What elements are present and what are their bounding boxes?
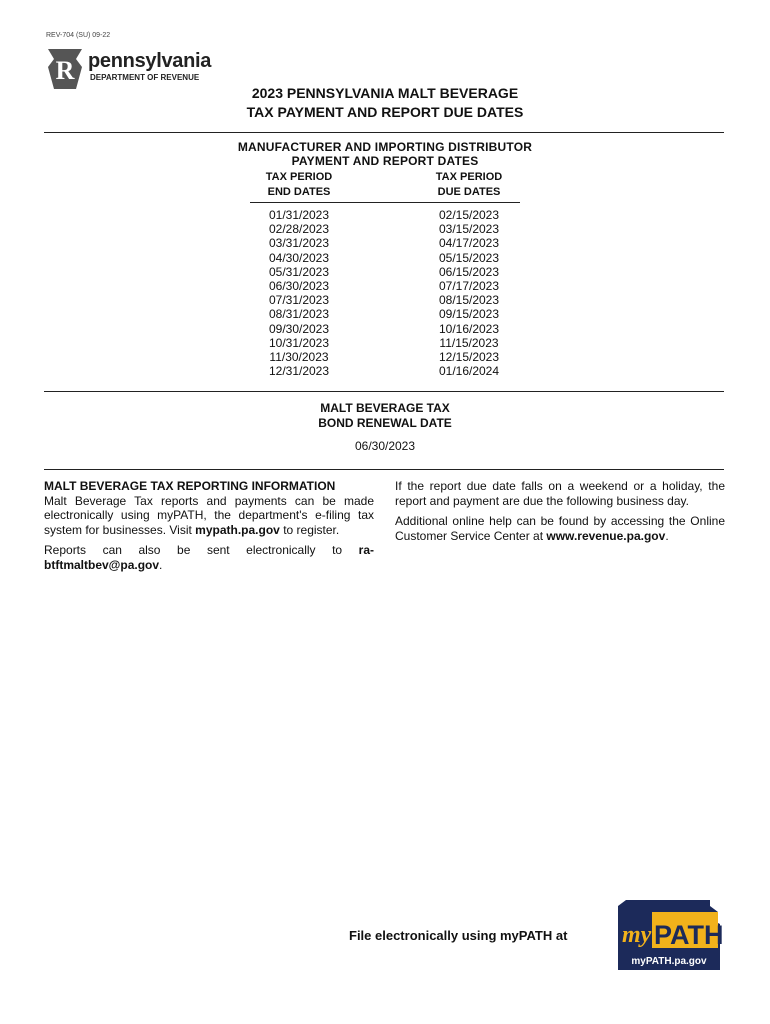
divider: [44, 132, 724, 133]
due-date: 07/17/2023: [438, 279, 500, 294]
info-paragraph-holiday: If the report due date falls on a weekend or a holiday, the report and payment are due the following business day.: [395, 479, 725, 508]
footer-text: File electronically using myPATH at: [349, 928, 568, 943]
page-title-line2: TAX PAYMENT AND REPORT DUE DATES: [246, 104, 524, 120]
bond-heading-line2: BOND RENEWAL DATE: [318, 416, 452, 430]
end-date: 04/30/2023: [268, 250, 330, 265]
end-date: 02/28/2023: [268, 222, 330, 237]
end-date: 08/31/2023: [268, 307, 330, 322]
col2-heading: [419, 170, 519, 200]
reporting-info-left: [44, 479, 374, 579]
bond-renewal-date: 06/30/2023: [354, 439, 416, 453]
mypath-my: my: [622, 922, 652, 948]
bond-heading-line1: MALT BEVERAGE TAX: [320, 401, 450, 415]
mypath-url: myPATH.pa.gov: [631, 956, 707, 967]
page-title-line1: 2023 PENNSYLVANIA MALT BEVERAGE: [251, 85, 519, 101]
logo-department: DEPARTMENT OF REVENUE: [90, 73, 200, 82]
end-date: 12/31/2023: [268, 364, 330, 379]
end-dates-column: [249, 208, 349, 378]
divider: [44, 469, 724, 470]
section-heading-line2: PAYMENT AND REPORT DATES: [291, 154, 479, 168]
col2-heading-line2: DUE DATES: [437, 186, 501, 198]
col1-heading: [249, 170, 349, 200]
due-date: 12/15/2023: [438, 350, 500, 365]
mypath-path: PATH: [654, 920, 724, 950]
end-date: 01/31/2023: [268, 208, 330, 222]
due-date: 08/15/2023: [438, 293, 500, 308]
due-date: 11/15/2023: [439, 335, 499, 350]
due-dates-column: [419, 208, 519, 378]
col1-heading-line1: TAX PERIOD: [265, 171, 333, 183]
due-date: 05/15/2023: [438, 250, 500, 265]
end-date: 03/31/2023: [268, 236, 330, 251]
due-date: 04/17/2023: [438, 236, 500, 251]
divider: [44, 391, 724, 392]
info-paragraph-online-help: Additional online help can be found by accessing the Online Customer Service Center at www.revenue.pa.gov.: [395, 514, 725, 543]
email-link[interactable]: ra-btftmaltbev@pa.gov: [44, 543, 374, 572]
info-heading: MALT BEVERAGE TAX REPORTING INFORMATION: [44, 479, 336, 493]
due-date: 10/16/2023: [438, 321, 500, 336]
end-date: 09/30/2023: [268, 321, 330, 336]
form-id: REV-704 (SU) 09-22: [46, 32, 111, 39]
info-paragraph-email: Reports can also be sent electronically to ra-btftmaltbev@pa.gov.: [44, 543, 374, 572]
due-date: 01/16/2024: [438, 364, 500, 379]
end-date: 11/30/2023: [269, 350, 329, 365]
due-date: 03/15/2023: [438, 222, 500, 237]
due-date: 09/15/2023: [438, 307, 500, 322]
mypath-badge[interactable]: [614, 898, 724, 972]
end-date: 05/31/2023: [268, 264, 330, 279]
end-date: 10/31/2023: [268, 335, 330, 350]
section-heading-line1: MANUFACTURER AND IMPORTING DISTRIBUTOR: [237, 140, 533, 154]
end-date: 07/31/2023: [268, 293, 330, 308]
logo-state: pennsylvania: [88, 50, 212, 72]
end-date: 06/30/2023: [268, 279, 330, 294]
reporting-info-right: [395, 479, 725, 549]
logo-letter: R: [55, 56, 75, 85]
mypath-link[interactable]: mypath.pa.gov: [195, 522, 280, 537]
col1-heading-line2: END DATES: [267, 186, 331, 198]
revenue-link[interactable]: www.revenue.pa.gov: [546, 528, 666, 543]
due-date: 06/15/2023: [438, 264, 500, 279]
due-date: 02/15/2023: [438, 208, 500, 222]
info-paragraph-mypath: Malt Beverage Tax reports and payments can be made electronically using myPATH, the department's e-filing tax system for businesses. Visit mypath.pa.gov to register.: [44, 493, 374, 537]
col2-heading-line1: TAX PERIOD: [435, 171, 503, 183]
column-divider: [250, 202, 520, 203]
